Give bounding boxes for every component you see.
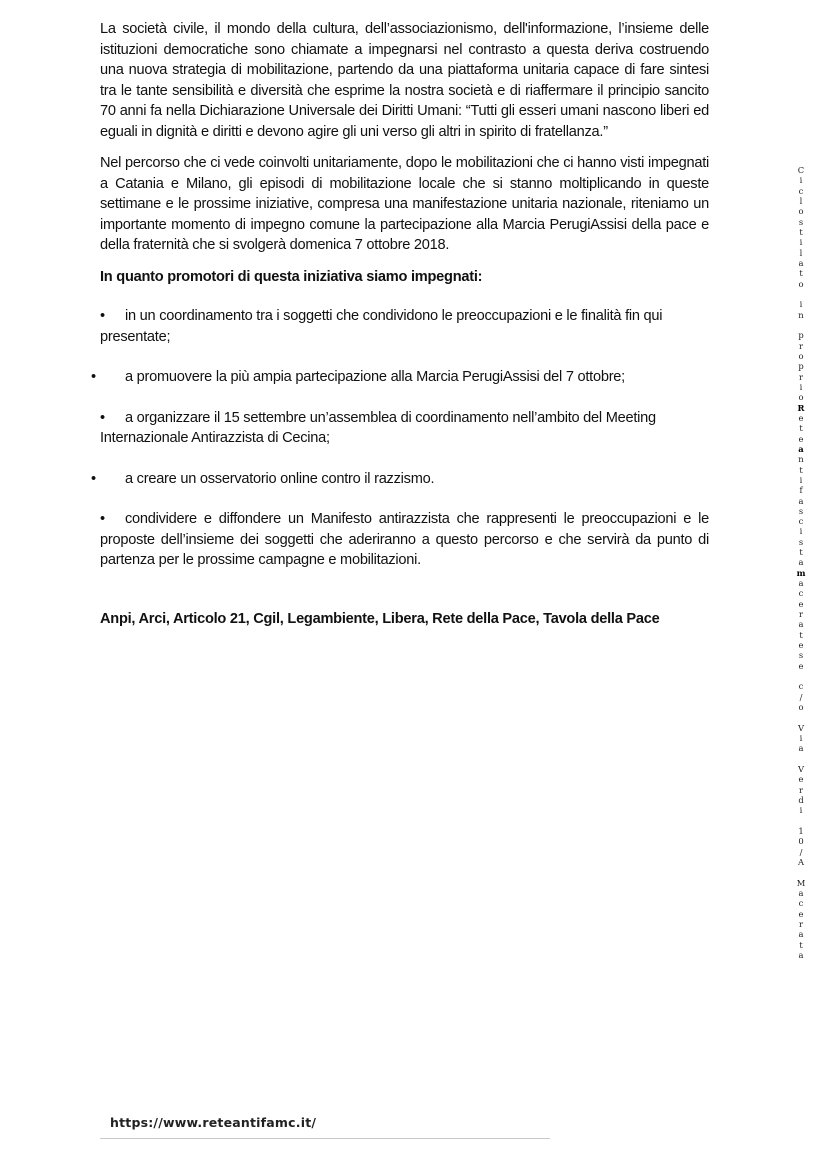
list-item-text: in un coordinamento tra i soggetti che condividono le preoccupazioni e le finalità fin qui presentate; (100, 308, 663, 345)
margin-note-part: m (796, 567, 806, 578)
list-item (91, 367, 709, 388)
margin-note-part: a c e r a t e s e c / o V i a V e r d i 1 0 / A M a c e r a t a (796, 578, 806, 960)
margin-note-part: e t e (798, 412, 804, 444)
footer-url: https://www.reteantifamc.it/ (110, 1115, 317, 1130)
list-item-text: a creare un osservatorio online contro il razzismo. (125, 470, 435, 487)
margin-note-part: C i c l o s t i l a t o i n p r o p r i o (797, 165, 805, 403)
paragraph-intro: La società civile, il mondo della cultura, dell’associazionismo, dell'informazione, l’insieme delle istituzioni democratiche sono chiamate a impegnarsi nel contrasto a questa deriva costruendo una nuova strategia di mobilitazione, partendo da una piattaforma unitaria capace di fare sintesi tra le tante sensibilità e diversità che esprime la nostra società e di riaffermare il principio sancito 70 anni fa nella Dichiarazione Universale dei Diritti Umani: “Tutti gli esseri umani nascono liberi ed eguali in dignità e diritti e devono agire gli uni verso gli altri in spirito di fratellanza.” (100, 21, 709, 140)
margin-note-part: n t i f a s c i s t a (798, 454, 804, 568)
margin-note (796, 165, 806, 960)
bullet-icon: • (91, 369, 96, 385)
list-item-text: a organizzare il 15 settembre un’assemblea di coordinamento nell’ambito del Meeting Internazionale Antirazzista di Cecina; (100, 409, 656, 446)
list-item (100, 408, 709, 449)
bullet-icon: • (100, 308, 105, 324)
bullet-icon: • (100, 409, 105, 426)
list-item (91, 469, 709, 490)
list-item-text: condividere e diffondere un Manifesto antirazzista che rappresenti le preoccupazioni e le proposte dell’insieme dei soggetti che aderiranno a questo percorso e che servirà da punto di partenza per le prossime campagne e mobilitazioni. (100, 511, 709, 568)
commitments-heading: In quanto promotori di questa iniziativa siamo impegnati: (100, 268, 483, 285)
margin-note-part: a (798, 443, 804, 454)
footer-divider (100, 1138, 550, 1139)
bullet-icon: • (91, 470, 96, 487)
bullet-icon: • (100, 511, 105, 527)
margin-note-part: R (797, 402, 805, 413)
list-item (100, 306, 709, 347)
list-item (100, 509, 709, 571)
signatories: Anpi, Arci, Articolo 21, Cgil, Legambiente, Libera, Rete della Pace, Tavola della Pace (100, 610, 660, 627)
paragraph-mobilization: Nel percorso che ci vede coinvolti unitariamente, dopo le mobilitazioni che ci hanno visti impegnati a Catania e Milano, gli episodi di mobilitazione locale che si stanno moltiplicando in queste settimane e le prossime iniziative, compresa una manifestazione unitaria nazionale, riteniamo un importante momento di impegno comune la partecipazione alla Marcia PerugiAssisi della pace e della fraternità che si svolgerà domenica 7 ottobre 2018. (100, 155, 709, 253)
document-body (91, 19, 709, 644)
list-item-text: a promuovere la più ampia partecipazione alla Marcia PerugiAssisi del 7 ottobre; (125, 369, 625, 385)
